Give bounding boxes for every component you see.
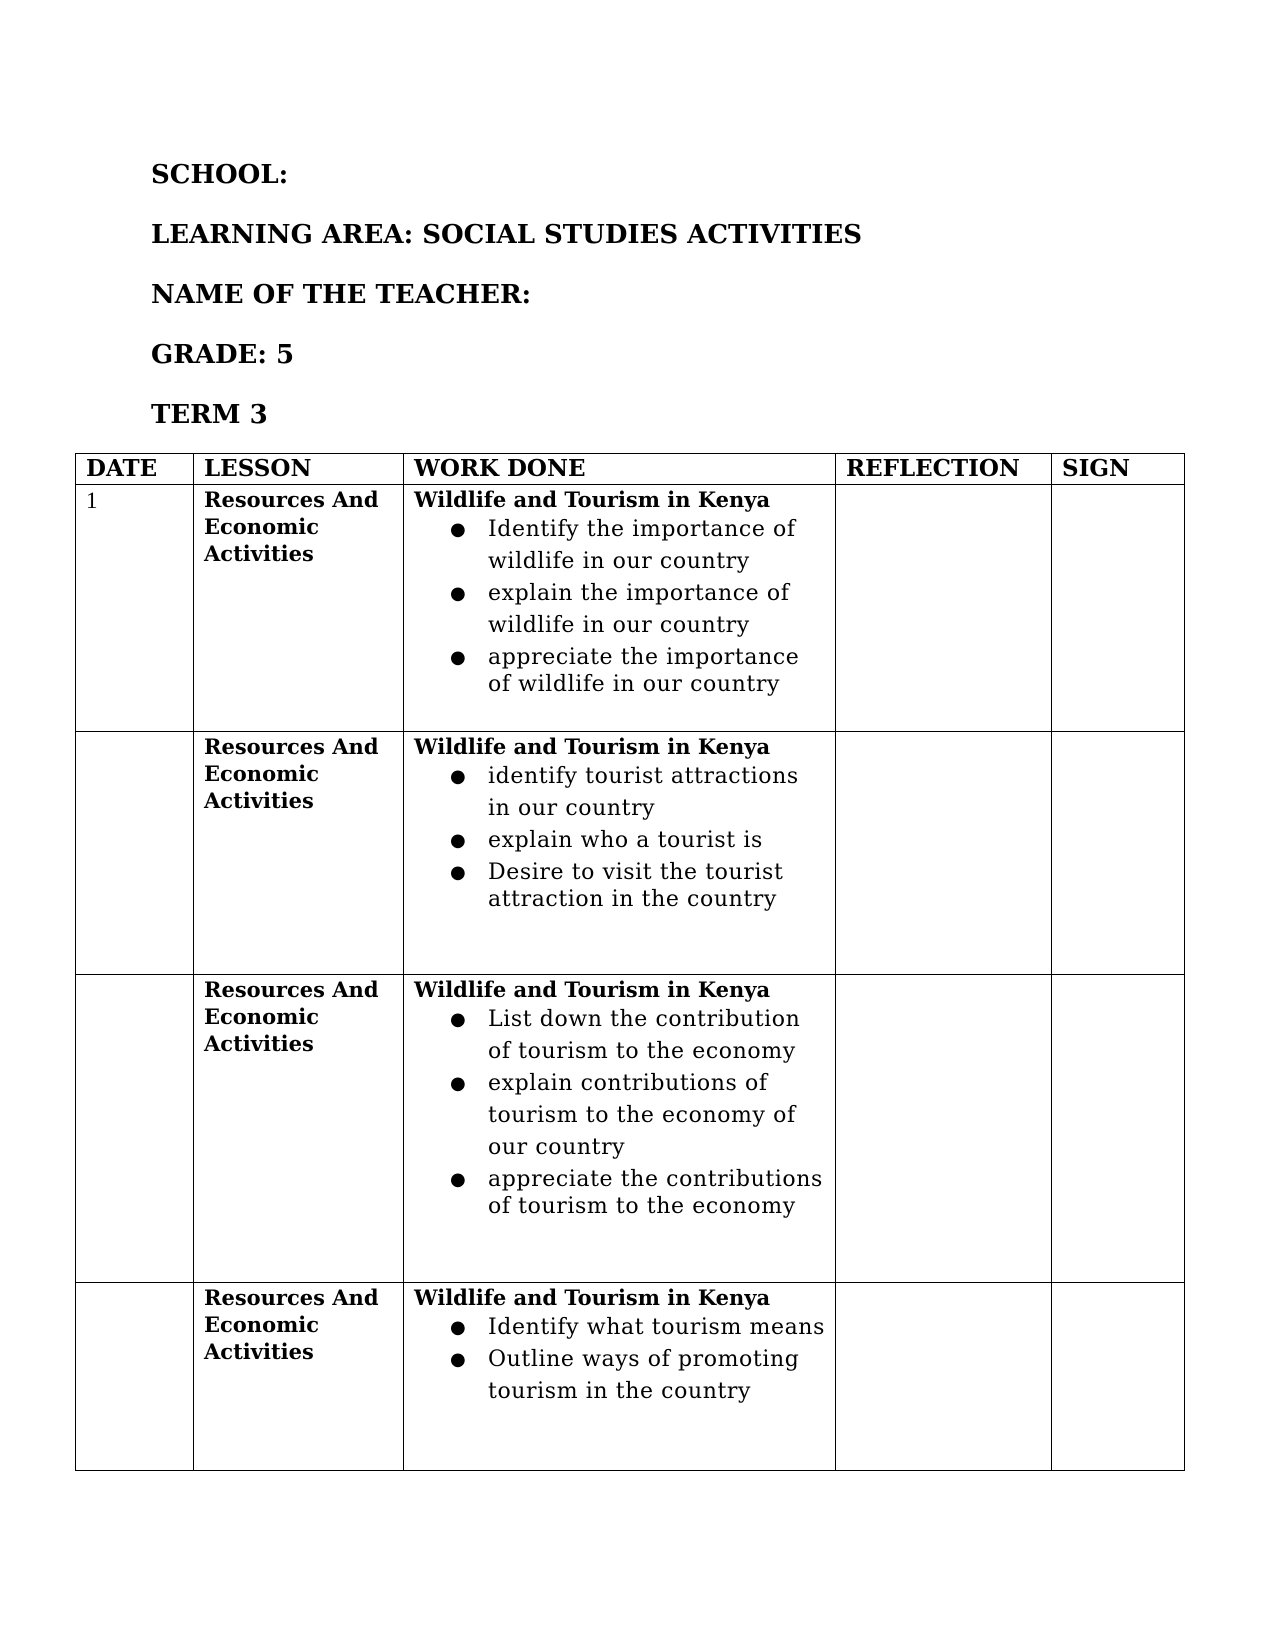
work-items-list — [414, 514, 825, 698]
column-header-lesson: LESSON — [194, 454, 404, 485]
date-cell — [76, 975, 194, 1283]
work-item-text: Outline ways of promoting tourism in the country — [488, 1347, 800, 1404]
table-header-row — [76, 454, 1185, 485]
table-row — [76, 975, 1185, 1283]
lesson-text: Resources And Economic Activities — [204, 1285, 379, 1364]
work-item — [414, 1166, 825, 1220]
bullet-icon: ● — [450, 583, 467, 604]
lesson-text: Resources And Economic Activities — [204, 487, 379, 566]
sign-cell — [1052, 1283, 1185, 1471]
sign-cell — [1052, 485, 1185, 732]
term-label: TERM 3 — [151, 400, 268, 430]
bullet-icon: ● — [450, 1009, 467, 1030]
bullet-icon: ● — [450, 1073, 467, 1094]
reflection-cell — [836, 732, 1052, 975]
school-label: SCHOOL: — [151, 160, 289, 190]
lesson-cell — [194, 975, 404, 1283]
date-value — [86, 1283, 183, 1285]
sign-cell — [1052, 975, 1185, 1283]
work-done-cell — [404, 1283, 836, 1471]
teacher-name-label: NAME OF THE TEACHER: — [151, 280, 532, 310]
bullet-icon: ● — [450, 766, 467, 787]
sign-cell — [1052, 732, 1185, 975]
work-item-text: identify tourist attractions in our country — [488, 764, 799, 821]
work-items-list — [414, 1004, 825, 1220]
work-item-text: Identify the importance of wildlife in our country — [488, 517, 796, 574]
date-value — [86, 732, 183, 734]
work-item — [414, 578, 825, 642]
grade-label: GRADE: 5 — [151, 340, 295, 370]
bullet-icon: ● — [450, 647, 467, 668]
date-cell — [76, 732, 194, 975]
reflection-cell — [836, 975, 1052, 1283]
work-item-text: appreciate the contributions of tourism to the economy — [488, 1167, 823, 1219]
bullet-icon: ● — [450, 1317, 467, 1338]
work-item — [414, 1312, 825, 1344]
work-item-text: Desire to visit the tourist attraction in the country — [488, 860, 784, 912]
reflection-cell — [836, 1283, 1052, 1471]
work-item — [414, 514, 825, 578]
work-item-text: explain contributions of tourism to the economy of our country — [488, 1071, 796, 1160]
work-items-list — [414, 1312, 825, 1408]
lesson-cell — [194, 485, 404, 732]
lesson-text: Resources And Economic Activities — [204, 734, 379, 813]
bullet-icon: ● — [450, 519, 467, 540]
work-item-text: Identify what tourism means — [488, 1315, 825, 1340]
work-item-text: explain the importance of wildlife in our country — [488, 581, 790, 638]
date-value: 1 — [86, 488, 98, 513]
date-cell — [76, 1283, 194, 1471]
column-header-date: DATE — [76, 454, 194, 485]
work-item — [414, 1344, 825, 1408]
work-done-cell — [404, 732, 836, 975]
work-item — [414, 1068, 825, 1164]
work-done-cell — [404, 485, 836, 732]
work-item-text: appreciate the importance of wildlife in our country — [488, 645, 800, 697]
work-item — [414, 859, 825, 913]
learning-area-label: LEARNING AREA: SOCIAL STUDIES ACTIVITIES — [151, 220, 863, 250]
work-items-list — [414, 761, 825, 913]
work-title: Wildlife and Tourism in Kenya — [414, 734, 771, 759]
work-item — [414, 761, 825, 825]
work-item — [414, 644, 825, 698]
work-item — [414, 1004, 825, 1068]
bullet-icon: ● — [450, 830, 467, 851]
lesson-text: Resources And Economic Activities — [204, 977, 379, 1056]
table-row — [76, 1283, 1185, 1471]
work-title: Wildlife and Tourism in Kenya — [414, 487, 771, 512]
bullet-icon: ● — [450, 1349, 467, 1370]
lesson-cell — [194, 732, 404, 975]
work-item — [414, 825, 825, 857]
reflection-cell — [836, 485, 1052, 732]
column-header-sign: SIGN — [1052, 454, 1185, 485]
bullet-icon: ● — [450, 1169, 467, 1190]
table-row — [76, 732, 1185, 975]
work-done-cell — [404, 975, 836, 1283]
bullet-icon: ● — [450, 862, 467, 883]
work-title: Wildlife and Tourism in Kenya — [414, 1285, 771, 1310]
lesson-cell — [194, 1283, 404, 1471]
column-header-work-done: WORK DONE — [404, 454, 836, 485]
document-header — [151, 145, 1151, 445]
table-row — [76, 485, 1185, 732]
work-item-text: List down the contribution of tourism to the economy — [488, 1007, 801, 1064]
date-value — [86, 975, 183, 977]
record-of-work-table — [75, 453, 1185, 1471]
work-title: Wildlife and Tourism in Kenya — [414, 977, 771, 1002]
date-cell — [76, 485, 194, 732]
work-item-text: explain who a tourist is — [488, 828, 763, 853]
column-header-reflection: REFLECTION — [836, 454, 1052, 485]
